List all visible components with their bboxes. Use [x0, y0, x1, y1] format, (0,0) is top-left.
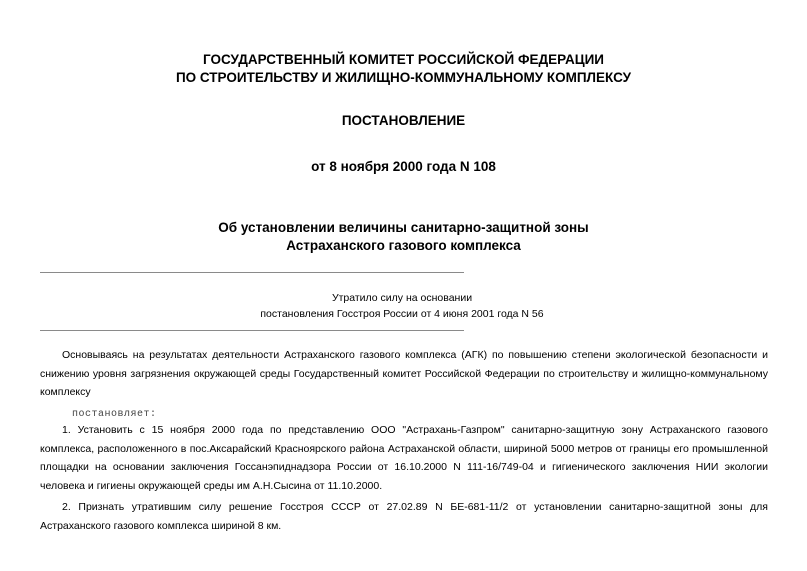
status-note-line-2: постановления Госстроя России от 4 июня 2001 года N 56: [260, 308, 544, 320]
title-line-1: Об установлении величины санитарно-защитной зоны: [218, 220, 589, 235]
divider-bottom: [40, 330, 464, 331]
title-line-2: Астраханского газового комплекса: [286, 238, 521, 253]
document-title: [0, 219, 807, 255]
status-note-line-1: Утратило силу на основании: [331, 292, 473, 304]
issuer-line-1: ГОСУДАРСТВЕННЫЙ КОМИТЕТ РОССИЙСКОЙ ФЕДЕРАЦИИ: [203, 52, 604, 67]
item-1-paragraph: 1. Установить с 15 ноября 2000 года по представлению ООО "Астрахань-Газпром" санитарно-защитную зону Астраханского газового комплекса, расположенного в пос.Аксарайский Красноярского района Астраханской области, шириной 5000 метров от границы его промышленной площадки на основании заключения Госсанэпиднадзора России от 16.10.2000 N 111-16/749-04 и гигиенического заключения НИИ экологии человека и гигиены окружающей среды им А.Н.Сысина от 11.10.2000.: [40, 424, 768, 492]
preamble-paragraph: Основываясь на результатах деятельности Астраханского газового комплекса (АГК) по повышению степени экологической безопасности и снижению уровня загрязнения окружающей среды Государственный комитет Российской Федерации по строительству и жилищно-коммунальному комплексу: [40, 349, 768, 398]
document-date-number: от 8 ноября 2000 года N 108: [311, 159, 496, 174]
divider-top: [40, 272, 464, 273]
status-note: [40, 290, 764, 322]
item-2-paragraph: 2. Признать утратившим силу решение Госстроя СССР от 27.02.89 N БЕ-681-11/2 от установлении санитарно-защитной зоны для Астраханского газового комплекса шириной 8 км.: [40, 501, 768, 532]
issuer-line-2: ПО СТРОИТЕЛЬСТВУ И ЖИЛИЩНО-КОММУНАЛЬНОМУ КОМПЛЕКСУ: [175, 70, 632, 85]
issuer-name: [0, 51, 807, 87]
document-type: ПОСТАНОВЛЕНИЕ: [341, 113, 466, 128]
resolves-label: постановляет:: [72, 409, 157, 420]
